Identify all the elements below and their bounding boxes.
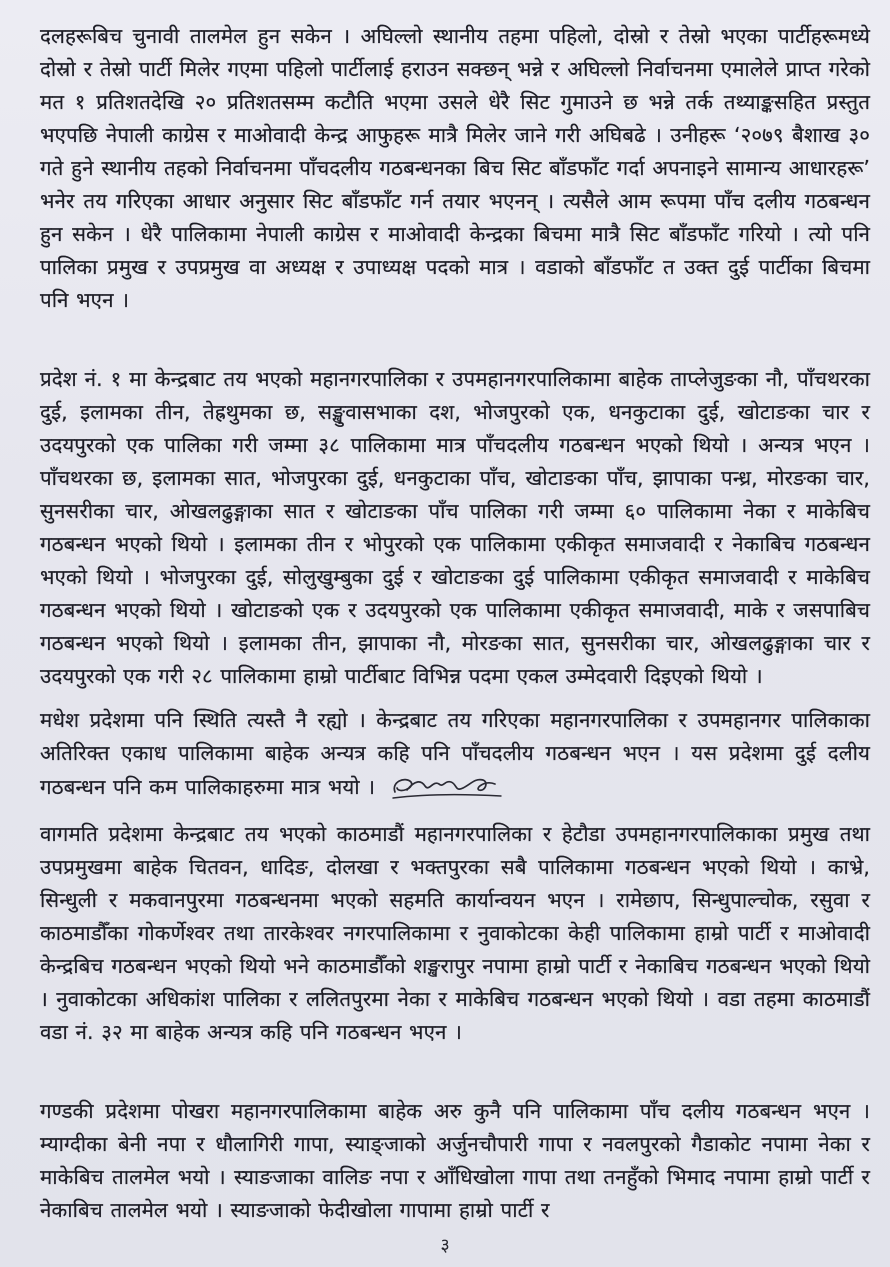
paragraph-3 bbox=[40, 704, 870, 804]
paragraph-5: गण्डकी प्रदेशमा पोखरा महानगरपालिकामा बाहेक अरु कुनै पनि पालिकामा पाँच दलीय गठबन्धन भएन । म्याग्दीका बेनी नपा र धौलागिरी गापा, स्याङ्जाको अर्जुनचौपारी गापा र नवलपुरको गैडाकोट नपामा नेका र माकेबिच तालमेल भयो । स्याङजाका वालिङ नपा र आँधिखोला गापा तथा तनहुँको भिमाद नपामा हाम्रो पार्टी र नेकाबिच तालमेल भयो । स्याङजाको फेदीखोला गापामा हाम्रो पार्टी र bbox=[40, 1099, 870, 1222]
page-number: ३ bbox=[440, 1235, 450, 1256]
paragraph-3-text: मधेश प्रदेशमा पनि स्थिति त्यस्तै नै रह्यो । केन्द्रबाट तय गरिएका महानगरपालिका र उपमहानगर पालिकाका अतिरिक्त एकाध पालिकामा बाहेक अन्यत्र कहि पनि पाँचदलीय गठबन्धन भएन । यस प्रदेशमा दुई दलीय गठबन्धन पनि कम पालिकाहरुमा मात्र भयो । bbox=[40, 708, 870, 799]
paragraph-1: दलहरूबिच चुनावी तालमेल हुन सकेन । अघिल्लो स्थानीय तहमा पहिलो, दोस्रो र तेस्रो भएका पार्टीहरूमध्ये दोस्रो र तेस्रो पार्टी मिलेर गएमा पहिलो पार्टीलाई हराउन सक्छन् भन्ने र अघिल्लो निर्वाचनमा एमालेले प्राप्त गरेको मत १ प्रतिशतदेखि २० प्रतिशतसम्म कटौति भएमा उसले धेरै सिट गुमाउने छ भन्ने तर्क तथ्याङ्कसहित प्रस्तुत भएपछि नेपाली काग्रेस र माओवादी केन्द्र आफुहरू मात्रै मिलेर जाने गरी अघिबढे । उनीहरू ‘२०७९ बैशाख ३० गते हुने स्थानीय तहको निर्वाचनमा पाँचदलीय गठबन्धनका बिच सिट बाँडफाँट गर्दा अपनाइने सामान्य आधारहरू’ भनेर तय गरिएका आधार अनुसार सिट बाँडफाँट गर्न तयार भएनन् । त्यसैले आम रूपमा पाँच दलीय गठबन्धन हुन सकेन । धेरै पालिकामा नेपाली काग्रेस र माओवादी केन्द्रका बिचमा मात्रै सिट बाँडफाँट गरियो । त्यो पनि पालिका प्रमुख र उपप्रमुख वा अध्यक्ष र उपाध्यक्ष पदको मात्र । वडाको बाँडफाँट त उक्त दुई पार्टीका बिचमा पनि भएन । bbox=[40, 24, 870, 312]
paragraph-4: वागमति प्रदेशमा केन्द्रबाट तय भएको काठमाडौं महानगरपालिका र हेटौडा उपमहानगरपालिकाका प्रमुख तथा उपप्रमुखमा बाहेक चितवन, धादिङ, दोलखा र भक्तपुरका सबै पालिकामा गठबन्धन भएको थियो । काभ्रे, सिन्धुली र मकवानपुरमा गठबन्धनमा भएको सहमति कार्यान्वयन भएन । रामेछाप, सिन्धुपाल्चोक, रसुवा र काठमाडौँका गोकर्णेश्वर तथा तारकेश्वर नगरपालिकामा र नुवाकोटका केही पालिकामा हाम्रो पार्टी र माओवादी केन्द्रबिच गठबन्धन भएको थियो भने काठमाडौँको शङ्खरापुर नपामा हाम्रो पार्टी र नेकाबिच गठबन्धन भएको थियो । नुवाकोटका अधिकांश पालिका र ललितपुरमा नेका र माकेबिच गठबन्धन भएको थियो । वडा तहमा काठमाडौं वडा नं. ३२ मा बाहेक अन्यत्र कहि पनि गठबन्धन भएन । bbox=[40, 822, 870, 1044]
paragraph-2: प्रदेश नं. १ मा केन्द्रबाट तय भएको महानगरपालिका र उपमहानगरपालिकामा बाहेक ताप्लेजुङका नौ, पाँचथरका दुई, इलामका तीन, तेह्रथुमका छ, सङ्खुवासभाका दश, भोजपुरको एक, धनकुटाका दुई, खोटाङका चार र उदयपुरको एक पालिका गरी जम्मा ३८ पालिकामा मात्र पाँचदलीय गठबन्धन भएको थियो । अन्यत्र भएन । पाँचथरका छ, इलामका सात, भोजपुरका दुई, धनकुटाका पाँच, खोटाङका पाँच, झापाका पन्ध्र, मोरङका चार, सुनसरीका चार, ओखलढुङ्गाका सात र खोटाङका पाँच पालिका गरी जम्मा ६० पालिकामा नेका र माकेबिच गठबन्धन भएको थियो । इलामका तीन र भोपुरको एक पालिकामा एकीकृत समाजवादी र नेकाबिच गठबन्धन भएको थियो । भोजपुरका दुई, सोलुखुम्बुका दुई र खोटाङका दुई पालिकामा एकीकृत समाजवादी र माकेबिच गठबन्धन भएको थियो । खोटाङको एक र उदयपुरको एक पालिकामा एकीकृत समाजवादी, माके र जसपाबिच गठबन्धन भएको थियो । इलामका तीन, झापाका नौ, मोरङका सात, सुनसरीका चार, ओखलढुङ्गाका चार र उदयपुरको एक गरी २८ पालिकामा हाम्रो पार्टीबाट विभिन्न पदमा एकल उम्मेदवारी दिइएको थियो । bbox=[40, 367, 870, 688]
handwritten-signature bbox=[385, 770, 505, 804]
